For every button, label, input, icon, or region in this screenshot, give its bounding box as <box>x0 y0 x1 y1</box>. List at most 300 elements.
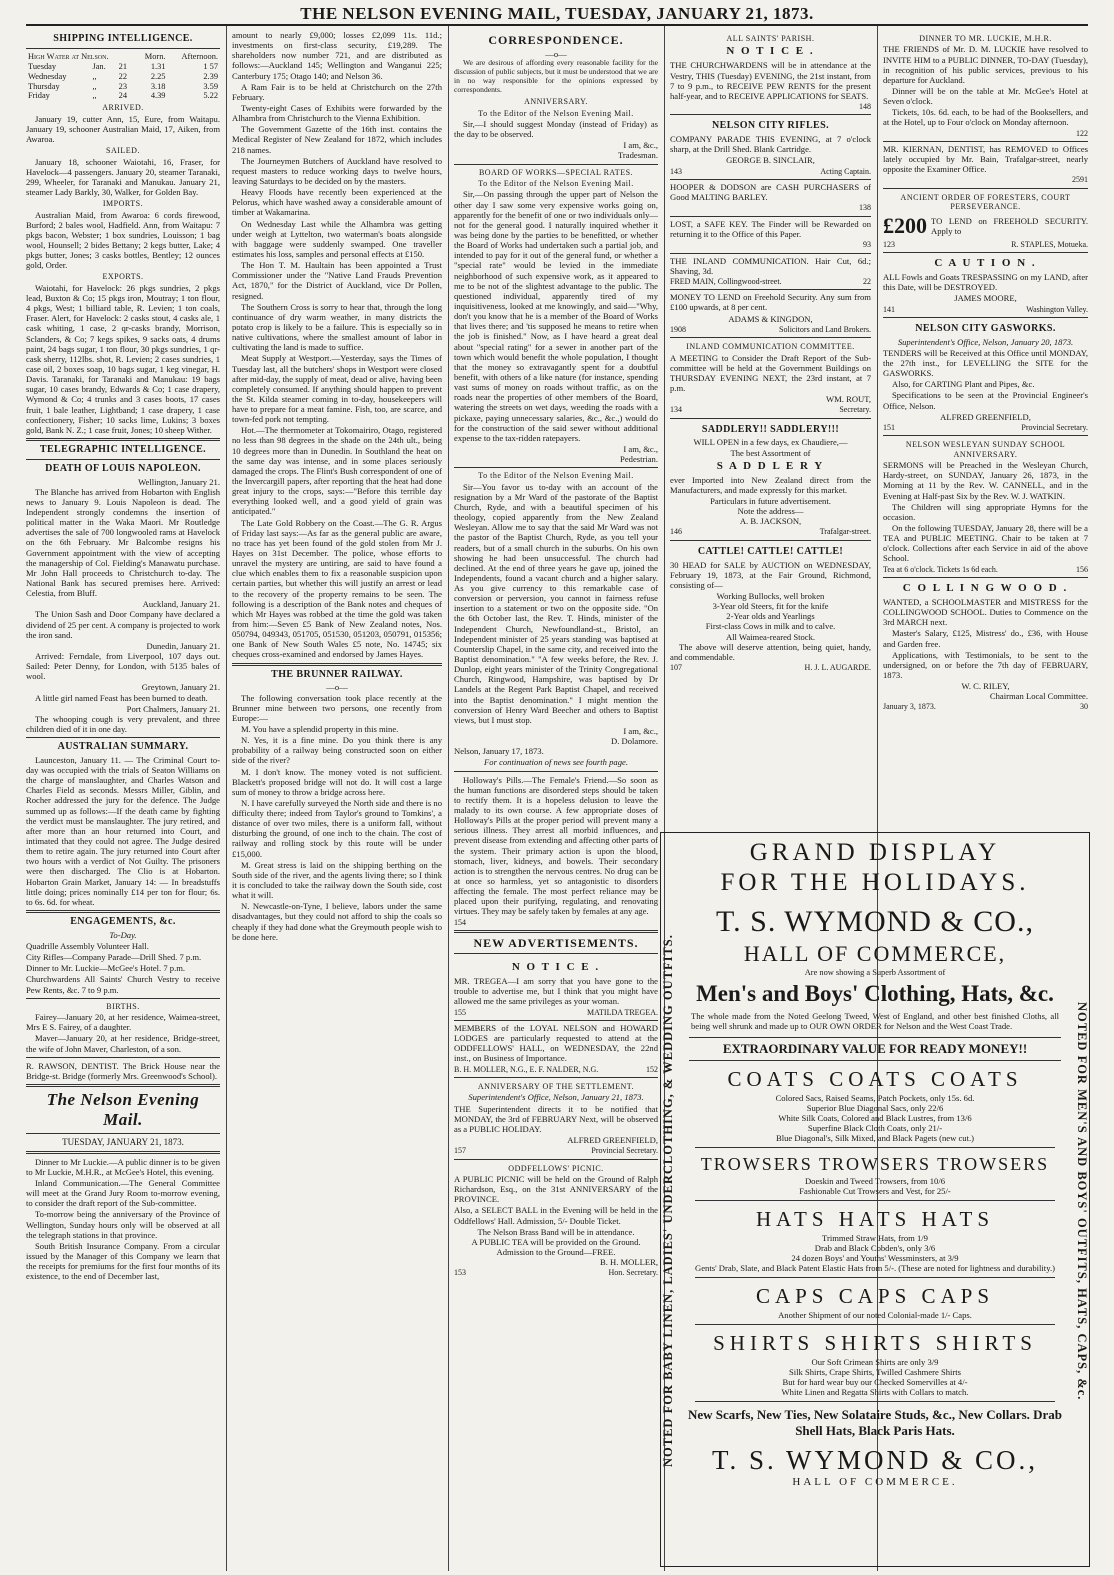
ad-text: Admission to the Ground—FREE. <box>496 1246 616 1257</box>
ad-text: Dinner will be on the table at Mr. McGee's Hotel at Seven o'clock. <box>883 86 1088 107</box>
rule <box>26 1057 220 1058</box>
news-paragraph: Heavy Floods have recently been experienced at the Pelorus, which have washed away a considerable amount of timber at Wakamarina. <box>232 187 442 218</box>
ad-text: MR. KIERNAN, DENTIST, has REMOVED to Offices lately occupied by Mr. Bain, Trafalgar-street, nearly opposite the Examiner Office. <box>883 144 1088 175</box>
advert-showing: Are now showing a Superb Assortment of <box>804 968 946 977</box>
tide-month: ,, <box>92 81 97 91</box>
news-paragraph: On Wednesday Last while the Alhambra was getting under weigh at Lyttelton, two waterman's boats alongside with baggage were suddenly swamped. One traveller estimates his loss, samples and personal effects at £150. <box>232 218 442 259</box>
exports-heading: EXPORTS. <box>102 272 144 282</box>
ad-text: The Children will sing appropriate Hymns for the occasion. <box>883 501 1088 522</box>
tide-day: Wednesday <box>28 71 67 81</box>
advert-bottom: New Scarfs, New Ties, New Solataire Studs, &c., New Collars. Drab Shell Hats, Black Paris Hats. <box>687 1407 1063 1438</box>
tide-day: Tuesday <box>28 61 57 71</box>
ad-text: WILL OPEN in a few days, ex Chaudiere,— <box>693 437 848 448</box>
column-5 <box>883 30 1088 830</box>
lodges-ad <box>454 1021 658 1078</box>
ad-heading: NELSON WESLEYAN SUNDAY SCHOOL ANNIVERSARY. <box>905 440 1066 459</box>
ad-foot <box>670 240 871 249</box>
letter-text: Sir,—I should suggest Monday (instead of Friday) as the day to be observed. <box>454 118 658 140</box>
tide-month: ,, <box>92 71 97 81</box>
collingwood-ad <box>883 578 1088 715</box>
dateline: Wellington, January 21. <box>138 476 220 487</box>
tide-morn: 3.18 <box>150 81 166 91</box>
brunner-paragraph: M. Great stress is laid on the shipping berthing on the South side of the river, and the agents living there; so I think it is concluded to take the railway down the South side, cost what it will. <box>232 859 442 901</box>
rule <box>454 771 658 772</box>
masthead: THE NELSON EVENING MAIL, TUESDAY, JANUARY 21, 1873. <box>300 4 814 23</box>
ad-text: TO LEND on FREEHOLD SECURITY. Apply to <box>931 215 1088 236</box>
ad-foot <box>883 240 1088 249</box>
ad-text: MR. TREGEA—I am sorry that you have gone to the trouble to advertise me, but I think that you might have allowed me the same privileges as your woman. <box>454 976 658 1007</box>
news-paragraph: A Ram Fair is to be held at Christchurch on the 27th February. <box>232 81 442 102</box>
advert-line: Colored Sacs, Raised Seams, Patch Pockets, only 15s. 6d. <box>775 1093 975 1103</box>
cattle-item: 3-Year old Steers, fit for the knife <box>712 601 829 612</box>
engagement-item: Dinner to Mr. Luckie—McGee's Hotel. 7 p.m. <box>26 963 186 974</box>
gasworks-ad <box>883 318 1088 436</box>
advert-section-trowsers: TROWSERS TROWSERS TROWSERS <box>700 1154 1050 1174</box>
paper-title: The Nelson Evening Mail. <box>46 1089 200 1129</box>
advert-line: Trimmed Straw Hats, from 1/9 <box>822 1233 928 1243</box>
ad-word: S A D D L E R Y <box>716 459 825 472</box>
ad-signature: ALFRED GREENFIELD, <box>567 1134 658 1145</box>
telegram-text: A little girl named Feast has been burned to death. <box>35 692 208 703</box>
column-rule <box>448 26 449 1571</box>
ad-text: Also, for CARTING Plant and Pipes, &c. <box>892 379 1035 390</box>
tide-aft: 5.22 <box>203 91 218 101</box>
brunner-paragraph: N. I have carefully surveyed the North side and there is no difficulty there; indeed from Taylor's ground to Tomkins', a distance of over two miles, there is a uniform fall, without disturbing the ground, of one inch to the chain. The cost of railway and rolling stock by this route will be under £15,000. <box>232 797 442 859</box>
ad-signature: Secretary. <box>839 405 871 415</box>
tide-aft: 2.39 <box>203 71 218 81</box>
ad-signature: B. H. MOLLER, <box>599 1257 658 1268</box>
tide-month: Jan. <box>92 61 106 71</box>
caution-ad <box>883 253 1088 318</box>
all-saints-ad <box>670 30 871 115</box>
rule <box>26 459 220 460</box>
ad-office: Superintendent's Office, Nelson, January 20, 1873. <box>897 336 1074 347</box>
ad-foot <box>670 277 871 286</box>
tregea-notice <box>454 957 658 1021</box>
column-3 <box>454 30 658 1571</box>
ad-signature: Acting Captain. <box>820 166 871 176</box>
letter-text: Sir—You favor us to-day with an account of the resignation by a Mr Ward of the pastorate of the Baptist Church, Ryde, and with a beautiful specimen of his theology, copied apparently from the New Zealand Wesleyan. Allow me to say that the said Mr Ward was not the pastor of the Baptist Church, Ryde, as you tell your readers, but of a small church in the suburbs. On his own showing he had been unsuccessful. The church had declined. At the end of three years he gave up, joined the Independents, found a vacant church and a higher salary. As you give currency to this remarkable case of conversion or perversion, you cannot in fairness refuse insertion to a statement or two on the opposite side. "On the 6th October last, the Rev. T. Hinds, minister of the Independent Church, Newfoundland-st., Bristol, an Independent minister of 25 years standing was baptised at Counterslip Chapel, in the same city, and received into the Baptist denomination." "A few weeks before, the Rev. J. Dunlop, eight years minister of the Trinity Congregational Church, Ringwood, Hampshire, was baptised by Dr Landels at the Regent Park Baptist Chapel, and received into the Baptist denomination." I might mention the conversion of Henry Ward Beecher and others to Baptist views, but I must stop. <box>454 481 658 725</box>
continuation-note: For continuation of news see fourth page. <box>484 757 628 768</box>
advert-line: 24 dozen Boys' and Youths' Wessminsters, at 3/9 <box>791 1253 959 1263</box>
rule <box>232 663 442 666</box>
advert-line: Superfine Black Cloth Coats, only 21/- <box>807 1123 943 1133</box>
ad-heading: DINNER TO MR. LUCKIE, M.H.R. <box>919 34 1052 43</box>
advert-line: White Linen and Regatta Shirts with Collars to match. <box>781 1387 969 1397</box>
ad-number: 156 <box>1076 564 1088 574</box>
ad-heading: C O L L I N G W O O D . <box>902 582 1069 595</box>
ad-number: 155 <box>454 1007 466 1017</box>
tide-row <box>26 72 220 82</box>
ad-signature: Chairman Local Committee. <box>989 691 1088 702</box>
wymond-advertisement <box>660 832 1090 1567</box>
ad-text: TENDERS will be Received at this Office until MONDAY, the 27th inst., for LEVELLING the SITE for the GASWORKS. <box>883 347 1088 379</box>
ad-date: January 3, 1873. <box>883 702 936 712</box>
ad-foot <box>670 527 871 536</box>
letter-author: Pedestrian. <box>620 454 658 465</box>
ad-foot <box>883 175 1088 184</box>
advert-firm-bottom: T. S. WYMOND & CO., <box>711 1445 1038 1475</box>
advert-line: Fashionable Cut Trowsers and Vest, for 25/- <box>799 1186 951 1196</box>
arrived-text: January 19, cutter Ann, 15, Eure, from Waitapu. January 19, schooner Australian Maid, 17, Aiken, from Awaroa. <box>26 113 220 145</box>
ad-foot <box>454 918 658 927</box>
cattle-item: 2-Year olds and Yearlings <box>726 611 815 622</box>
ad-number: 143 <box>670 166 682 176</box>
ad-number: 148 <box>859 101 871 111</box>
column-rule <box>226 26 227 1571</box>
advert-line: Our Soft Crimean Shirts are only 3/9 <box>811 1357 939 1367</box>
letter-sign: I am, &c., <box>623 140 658 151</box>
ad-text: THE INLAND COMMUNICATION. Hair Cut, 6d.; Shaving, 3d. <box>670 255 871 276</box>
rawson-ad: R. RAWSON, DENTIST. The Brick House near the Bridge-st. Bridge (formerly Mrs. Greenwood's School). <box>26 1060 220 1081</box>
ad-signature: Washington Valley. <box>1026 304 1088 314</box>
advert-line: Silk Shirts, Crape Shirts, Twilled Cashmere Shirts <box>788 1367 962 1377</box>
ad-signature: WM. ROUT, <box>826 394 871 405</box>
ad-text: 30 HEAD for SALE by AUCTION on WEDNESDAY, February 19, 1873, at the Fair Ground, Richmond, consisting of— <box>670 559 871 590</box>
luckie-ad <box>883 30 1088 142</box>
tide-date: 21 <box>118 61 128 71</box>
ad-text: Note the address— <box>737 506 804 517</box>
ad-signature: Provincial Secretary. <box>1021 422 1088 432</box>
news-paragraph: Meat Supply at Westport.—Yesterday, says the Times of Tuesday last, all the butchers' shops in Westport were closed after mid-day, the supply of meat, dead or alive, having been completely consumed. If anything should happen to prevent the St. Kilda steamer coming in to-day, housekeepers will have to prepare for a meat famine. Fish, too, are scarce, and town-fed pork not tempting. <box>232 353 442 425</box>
ad-foot <box>454 1268 658 1277</box>
editorial-paragraph: To-morrow being the anniversary of the Province of Wellington, Sunday hours only will be observed at all the telegraph stations in that province. <box>26 1209 220 1240</box>
news-paragraph: The Journeymen Butchers of Auckland have resolved to request masters to reduce working days to twelve hours, leaving Saturdays to be decided on by the masters. <box>232 155 442 186</box>
ad-signature: B. H. MOLLER, N.G., E. F. NALDER, N.G. <box>454 1064 599 1074</box>
telegram-text: The Blanche has arrived from Hobarton with English news to January 9. Louis Napoleon is dead. The Independent strongly condemns the insertion of political matter in the Waka Maori. Mr Routledge advertises the sale of 700 longwooled rams at Havelock on the 6th February. Mr Balcombe resigns his Government appointment with the view of accepting the managership of Col. Fielding's Manawatu purchase. Mr John Hall proceeds to Christchurch to-day. The National Bank has secured premises here. Arrived: Celestia, from Bluff. <box>26 486 220 599</box>
letter-sign: I am, &c., <box>623 443 658 454</box>
ad-foot <box>454 1146 658 1155</box>
dateline: Greytown, January 21. <box>141 682 220 693</box>
news-paragraph: The Hon T. M. Haultain has been appointed a Trust Commissioner under the "Native Land Frauds Prevention Act, 1870," for the District of Auckland, vice Dr Pollen, resigned. <box>232 260 442 301</box>
cattle-ad <box>670 541 871 676</box>
rule <box>26 737 220 738</box>
news-paragraph: Hot.—The thermometer at Tokomairiro, Otago, registered no less than 98 degrees in the shade on the 24th ult., being 10 degrees more than in Dunedin. In Southland the heat on the same day was intense, and in some places seriously damaged the crops. The Flint's Bush correspondent of one of the Invercargill papers, after reporting that the heat had done great injury to the crops, says:—"Before this terrible day everything looked well, and a good yield of grain was anticipated." <box>232 425 442 517</box>
rule <box>26 438 220 441</box>
ad-foot <box>670 663 871 672</box>
birth-item: Fairey—January 20, at her residence, Waimea-street, Mrs E S. Fairey, of a daughter. <box>26 1012 220 1033</box>
ad-text: THE CHURCHWARDENS will be in attendance at the Vestry, THIS (Tuesday) EVENING, the 21st instant, from 7 to 9 p.m., to RECEIVE PEW RENTS for the present half-year, and to RECEIVE APPLICATIONS for SEATS. <box>670 60 871 101</box>
ad-text: Tea at 6 o'clock. Tickets 1s 6d each. <box>883 564 998 574</box>
tide-morn: 1.31 <box>150 61 166 71</box>
imports-text: Australian Maid, from Awaroa: 6 cords firewood, Burford; 2 bales wool, Hadfield. Ann, from Waitapu: 7 pkgs bacon, Webster; 1 box sundries, Louisson; 1 bag wool, Hounsell; 2 bides Bettany; 2 kegs butter, Lake; 4 pkgs butter, Jones; 3 casks bottles, Bentley; 12 ounces gold, Order. <box>26 209 220 271</box>
ad-text: SERMONS will be Preached in the Wesleyan Church, Hardy-street, on SUNDAY, January 26, 1873, in the Morning at 11 by the Rev. W. CANNELL, and in the Evening at Half-past Six by the Rev. W. J. WATKIN. <box>883 460 1088 501</box>
advert-line: White Silk Coats, Colored and Black Lustres, from 13/6 <box>778 1113 972 1123</box>
ad-signature: FRED MAIN, Collingwood-street. <box>670 276 782 286</box>
money-ad <box>670 290 871 338</box>
sailed-text: January 18, schooner Waiotahi, 16, Fraser, for Havelock—4 passengers. January 20, steamer Taranaki, 299, Wheeler, for Taranaki and Manukau. January 21, steamer Lady Barkly, 30, Walker, for Golden Bay. <box>26 156 220 198</box>
ad-text: A MEETING to Consider the Draft Report of the Sub-committee will be held at the Government Buildings on THURSDAY EVENING NEXT, the 23rd instant, at 7 p.m. <box>670 352 871 393</box>
advert-line: Drab and Black Cobden's, only 3/6 <box>814 1243 936 1253</box>
brunner-paragraph: N. Newcastle-on-Tyne, I believe, labors under the same disadvantages, but they could not afford to ship the coals so cheaply if they had done what the Greymouth people wish to be done here. <box>232 901 442 942</box>
ad-signature: W. C. RILEY, <box>961 681 1010 692</box>
ad-text: MEMBERS of the LOYAL NELSON and HOWARD LODGES are particularly requested to attend at the ODDFELLOWS' HALL, on WEDNESDAY, the 22nd inst., on Business of Importance. <box>454 1022 658 1064</box>
rule <box>26 48 220 49</box>
ad-number: 22 <box>863 276 871 286</box>
advert-title: FOR THE HOLIDAYS. <box>720 869 1030 896</box>
safe-key-ad <box>670 217 871 254</box>
tide-day: Friday <box>28 91 50 101</box>
editorial-paragraph: South British Insurance Company. From a circular issued by the Manager of this Company we learn that the receipts for premiums for the first four months of its existence, to the end of December last, <box>26 1240 220 1282</box>
telegram-text: The whooping cough is very prevalent, and three children died of it in one day. <box>26 713 220 734</box>
cattle-item: First-class Cows in milk and to calve. <box>705 621 836 632</box>
ad-text: LOST, a SAFE KEY. The Finder will be Rewarded on returning it to the Office of this Paper. <box>670 218 871 239</box>
shipping-heading: SHIPPING INTELLIGENCE. <box>53 33 193 44</box>
advert-hall: HALL OF COMMERCE, <box>743 941 1007 966</box>
ad-heading: CATTLE! CATTLE! CATTLE! <box>697 545 844 557</box>
tide-heading: High Water at Nelson. <box>28 51 109 61</box>
ad-foot <box>883 305 1088 314</box>
advert-line: Doeskin and Tweed Trowsers, from 10/6 <box>804 1176 946 1186</box>
tide-date: 22 <box>118 71 128 81</box>
advert-line: Gents' Drab, Slate, and Black Patent Elastic Hats from 5/-. (These are noted for lightness and durability.) <box>695 1263 1055 1273</box>
rule <box>695 1401 1055 1402</box>
ad-text: THE FRIENDS of Mr. D. M. LUCKIE have resolved to INVITE HIM to a PUBLIC DINNER, TO-DAY (Tuesday), in recognition of his public services, previous to his departure for Auckland. <box>883 44 1088 85</box>
correspondence-heading: CORRESPONDENCE. <box>488 33 624 47</box>
tide-day: Thursday <box>28 81 60 91</box>
telegraphic-heading: TELEGRAPHIC INTELLIGENCE. <box>39 444 207 456</box>
column-1 <box>26 30 220 1571</box>
tide-table <box>26 52 220 102</box>
ad-foot <box>883 423 1088 432</box>
rule <box>26 998 220 999</box>
ad-heading: NELSON CITY RIFLES. <box>712 120 829 132</box>
advert-firm: T. S. WYMOND & CO., <box>716 905 1034 938</box>
letter-text: Sir,—On passing through the upper part of Nelson the other day I saw some very expensive works going on, apparently for the benefit of one or two individuals only—not for the general good. I naturally inquired whether it was being done by the parties to be benefitted, or whether the Board of Works had undertaken such a partial job, and intended to pay for it out of the general fund, or whether a "special rate" would be levied in the immediate neighborhood of such expensive work, as it appeared to me to be not of the slightest advantage to the public. The questioned individual, apparently tired of my inquisitiveness, looked at me knowingly, and said—"Why, don't you know that he is a member of the Board of Works that lives there; and 'tis supposed he means to retire when the job is finished." Now, as I have heard a great deal about "special rating" for a sewer in another part of the town which would benefit the whole population, I thought that the money so extravagantly spent for a doubtful benefit, with others of a like nature (for instance, spending vast sums of money on roads without traffic, as on the roads near the properties of other members of the Board, watering the streets on wet days, weeding the roads with a pickaxe, paying unnecessary salaries, &c., &c.,) would do for the construction of the said sewer without additional expense to the tax-ridden ratepayers. <box>454 189 658 443</box>
ad-text: WANTED, a SCHOOLMASTER and MISTRESS for the COLLINGWOOD SCHOOL. Duties to Commence on the 3rd MARCH next. <box>883 597 1088 628</box>
tide-row <box>26 91 220 101</box>
ad-foot <box>883 565 1088 574</box>
ad-signature: JAMES MOORE, <box>954 293 1017 304</box>
ad-text: ever Imported into New Zealand direct from the Manufacturers, and made expressly for this market. <box>670 474 871 495</box>
ad-office: Superintendent's Office, Nelson, January 21, 1873. <box>468 1092 644 1103</box>
new-ads-heading: NEW ADVERTISEMENTS. <box>473 936 639 950</box>
rule <box>26 1133 220 1134</box>
telegraphic-subhead: DEATH OF LOUIS NAPOLEON. <box>45 462 201 474</box>
advert-paragraph: The whole made from the Noted Geelong Tweed, West of England, and other best finished Cloths, all being well shrunk and made up to OUR OWN ORDER for Nelson and the West Coast Trade. <box>691 1011 1059 1031</box>
ad-number: 154 <box>454 917 466 927</box>
ad-text: THE Superintendent directs it to be notified that MONDAY, the 3rd of FEBRUARY Next, will be observed as a PUBLIC HOLIDAY. <box>454 1103 658 1134</box>
rule <box>454 953 658 954</box>
rule <box>26 910 220 913</box>
column-2 <box>232 30 442 1571</box>
ad-signature: Solicitors and Land Brokers. <box>779 324 871 334</box>
rule <box>454 467 658 468</box>
tide-morn: 2.25 <box>150 71 166 81</box>
rule <box>695 1324 1055 1325</box>
ad-text: HOOPER & DODSON are CASH PURCHASERS of Good MALTING BARLEY. <box>670 182 871 203</box>
ad-foot <box>670 203 871 212</box>
rule <box>454 930 658 933</box>
inland-ad <box>670 254 871 291</box>
sailed-heading: SAILED. <box>106 146 140 156</box>
ad-number: 152 <box>646 1064 658 1074</box>
ad-text: COMPANY PARADE THIS EVENING, at 7 o'clock sharp, at the Drill Shed. Blank Cartridge. <box>670 134 871 155</box>
ad-text: Master's Salary, £125, Mistress' do., £36, with House and Garden free. <box>883 628 1088 649</box>
board-heading: BOARD OF WORKS—SPECIAL RATES. <box>478 167 634 177</box>
engagements-heading: ENGAGEMENTS, &c. <box>70 916 176 928</box>
ad-text: A PUBLIC PICNIC will be held on the Ground of Ralph Richardson, Esq., on the 31st ANNIVERSARY of the PROVINCE. <box>454 1174 658 1205</box>
advert-extra: EXTRAORDINARY VALUE FOR READY MONEY!! <box>689 1037 1061 1061</box>
tide-morn-header: Morn. <box>144 51 166 61</box>
rule <box>454 164 658 165</box>
imports-heading: IMPORTS. <box>102 199 144 209</box>
news-paragraph: The Southern Cross is sorry to hear that, through the long continuance of dry warm weather, in many districts the potato crop is likely to be a failure. This is especially so in native cultivations, where the smallest amount of labor in cultivating the land is made to suffice. <box>232 301 442 353</box>
advert-line: Superior Blue Diagonal Sacs, only 22/6 <box>806 1103 944 1113</box>
letter-author: D. Dolamore. <box>610 736 658 747</box>
side-banner-right: NOTED FOR MEN'S AND BOYS' OUTFITS, HATS, CAPS, &c. <box>1075 1001 1089 1401</box>
rule <box>26 1151 220 1154</box>
ad-signature: H. J. L. AUGARDE. <box>804 663 871 673</box>
brunner-paragraph: M. You have a splendid property in this mine. <box>241 723 399 734</box>
engagement-item: Churchwardens All Saints' Church Vestry to receive Pew Rents, &c. 7 to 9 p.m. <box>26 974 220 995</box>
ad-text: Tickets, 10s. 6d. each, to be had of the Booksellers, and at the Hotel, up to Four o'clock on Monday afternoon. <box>883 107 1088 128</box>
tide-header-row <box>26 52 220 62</box>
ad-heading: ALL SAINTS' PARISH. <box>726 34 815 43</box>
ornament: —o— <box>545 49 567 60</box>
brunner-heading: THE BRUNNER RAILWAY. <box>271 668 403 680</box>
ad-signature: GEORGE B. SINCLAIR, <box>726 155 815 166</box>
ad-heading: SADDLERY!! SADDLERY!!! <box>701 423 840 435</box>
ad-number: 146 <box>670 527 682 537</box>
telegram-text: Arrived: Ferndale, from Liverpool, 107 days out. Sailed: Peter Denny, for London, with 5135 bales of wool. <box>26 651 220 682</box>
ad-signature: Provincial Secretary. <box>591 1146 658 1156</box>
ad-heading: N O T I C E . <box>511 961 601 974</box>
tide-month: ,, <box>92 91 97 101</box>
tide-morn: 4.39 <box>150 91 166 101</box>
ad-text: Particulars in future advertisement. <box>710 495 831 506</box>
ad-text: ALL Fowls and Goats TRESPASSING on my LAND, after this Date, will be DESTROYED. <box>883 272 1088 293</box>
brunner-paragraph: M. I don't know. The money voted is not sufficient. Blackett's proposed bridge will not do. It will cost a large sum of money to throw a bridge across here. <box>232 766 442 797</box>
tide-date: 23 <box>118 81 128 91</box>
ad-heading: ODDFELLOWS' PICNIC. <box>508 1163 604 1173</box>
editorial-paragraph: Dinner to Mr Luckie.—A public dinner is to be given to Mr Luckie, M.H.R., at McGee's Hotel, this evening. <box>26 1156 220 1177</box>
holloway-ad: Holloway's Pills.—The Female's Friend.—So soon as the human functions are disordered steps should be taken to rectify them. It is a hopeless delusion to leave the malady to its own course. A few appropriate doses of Holloway's Pills at the proper period will prevent many a serious illness. They arrest all morbid influences, and prevent disease from extending and affecting other parts of the system. Their primary action is upon the blood, stomach, liver, kidneys, and bowels. Their secondary action is to strengthen the nervous centres. No drug can be at once so harmless, yet so antagonistic to disorders affecting the female. The most perfect reliance may be placed upon their purifying, regulating, and renovating virtues. They may be safely taken by females at any age. <box>454 774 658 917</box>
ad-signature: Trafalgar-street. <box>819 527 871 537</box>
masthead-rule <box>26 24 1088 26</box>
ad-signature: MATILDA TREGEA. <box>587 1007 658 1017</box>
engagements-today: To-Day. <box>109 929 137 940</box>
ad-heading: ANNIVERSARY OF THE SETTLEMENT. <box>477 1081 635 1091</box>
rule <box>695 1147 1055 1148</box>
ad-signature: R. STAPLES, Motueka. <box>1011 239 1088 249</box>
ad-number: 93 <box>863 240 871 250</box>
foresters-row <box>883 213 1088 239</box>
advert-body <box>685 837 1065 1562</box>
cattle-item: Working Bullocks, well broken <box>716 591 825 602</box>
rule <box>26 1084 220 1087</box>
rule <box>695 1277 1055 1278</box>
ad-number: 107 <box>670 663 682 673</box>
tide-aft: 1 57 <box>203 61 218 71</box>
disclaimer: We are desirous of affording every reasonable facility for the discussion of public subjects, but it must be understood that we are in no way responsible for the opinions expressed by correspondents. <box>454 58 658 95</box>
advert-title: GRAND DISPLAY <box>749 839 1001 866</box>
foresters-ad <box>883 189 1088 253</box>
advert-section-shirts: SHIRTS SHIRTS SHIRTS <box>713 1331 1037 1355</box>
ad-text: MONEY TO LEND on Freehold Security. Any sum from £100 upwards, at 8 per cent. <box>670 292 871 313</box>
ad-text: The Nelson Brass Band will be in attendance. <box>477 1226 635 1237</box>
ad-signature: Hon. Secretary. <box>608 1268 658 1278</box>
ad-text: Specifications to be seen at the Provincial Engineer's Office, Nelson. <box>883 390 1088 411</box>
exports-text: Waiotahi, for Havelock: 26 pkgs sundries, 2 pkgs lead, Buxton & Co; 15 pkgs iron, Moutray; 1 ton flour, 4 pkgs, West; 1 billiard table, R. Levien; 1 ton coals, Fraser. Alert, for Havelock: 2 casks stout, 4 casks ale, 1 cask whiting, 1 case, 2 qr-casks brandy, Morrison, Sclanders, & Co; 7 kegs spikes, 9 sacks oats, 4 drums paint, 24 bags sugar, 1 ton flour, 30 pkgs sundries, 1 qr-cask sherry, 112lbs. shot, R. Levien; 2 cases sundries, 1 case oil, 2 boxes soap, 10 bags sugar, 1 keg vinegar, H. Davis. Taranaki, for Taranaki and Manukau: 19 bags sugar, 10 cases brandy, Edwards & Co; 1 case drapery, Wymond & Co; 4 trunks and 3 cases boots, 17 cases fruit, 1 bale leather, Lightband; 1 case drapery, 1 case confectionery, Fisher; 10 sacks lime, Lukins; 3 boxes gold, Bank N. Z.; 1 case fruit, Jones; 10 sheep Wither. <box>26 282 220 435</box>
engagement-item: City Rifles—Company Parade—Drill Shed. 7 p.m. <box>26 952 202 963</box>
advert-line: Another Shipment of our noted Colonial-made 1/- Caps. <box>778 1310 972 1320</box>
arrived-heading: ARRIVED. <box>102 103 144 113</box>
column-4 <box>670 30 871 830</box>
side-banner-left: NOTED FOR BABY LINEN, LADIES' UNDERCLOTHING, & WEDDING OUTFITS. <box>661 934 675 1468</box>
engagement-item: Quadrille Assembly Volunteer Hall. <box>26 940 149 951</box>
ad-number: 134 <box>670 405 682 415</box>
ad-signature: A. B. JACKSON, <box>739 516 802 527</box>
rule <box>695 1200 1055 1201</box>
letter-author: Tradesman. <box>617 150 658 161</box>
australian-text: Launceston, January 11. — The Criminal Court to-day was occupied with the trials of Seaton Williams on the charge of manslaughter, and Charles Watson and Charles Field as seconds. Messrs Miller, Giblin, and Rocher addressed the jury for the defence. The Judge summed up as follows:—If the death came by fighting the verdict must be manslaughter. The jury retired, and after more than an hour returned into Court, and intimated that they could not agree. The Judge desired them to retire again. The jury returned into Court after two hours with a verdict of Not Guilty. The prisoners were then discharged. The Clio is at Hobarton. Hobarton Grain Market, January 14: — In breadstuffs little doing; prices nominally £14 per ton for flour; 6s. to 6s. 6d. for wheat. <box>26 754 220 907</box>
letter-to: To the Editor of the Nelson Evening Mail. <box>478 108 634 118</box>
birth-item: Maver—January 20, at her residence, Bridge-street, the wife of John Maver, Charleston, of a son. <box>26 1033 220 1054</box>
ad-foot <box>454 1008 658 1017</box>
ad-foot <box>454 1065 658 1074</box>
advert-line: Blue Diagonal's, Silk Mixed, and Black Pagets (new cut.) <box>776 1133 974 1143</box>
ad-signature: ADAMS & KINGDON, <box>728 313 813 324</box>
advert-line: But for hard wear buy our Checked Somervilles at 4/- <box>782 1377 968 1387</box>
australian-heading: AUSTRALIAN SUMMARY. <box>57 741 189 753</box>
ad-text: The best Assortment of <box>730 447 811 458</box>
ad-heading: ANCIENT ORDER OF FORESTERS, COURT PERSEVERANCE. <box>900 192 1071 212</box>
letter-to: To the Editor of the Nelson Evening Mail. <box>478 178 634 188</box>
anniversary-heading: ANNIVERSARY. <box>524 97 588 107</box>
ad-text: A PUBLIC TEA will be provided on the Ground. <box>471 1236 641 1247</box>
ad-text: Also, a SELECT BALL in the Evening will be held in the Oddfellows' Hall. Admission, 5/- Double Ticket. <box>454 1205 658 1226</box>
ad-foot <box>883 702 1088 711</box>
ad-number: 30 <box>1080 702 1088 712</box>
ad-number: 2591 <box>1072 175 1088 185</box>
tide-date: 24 <box>118 91 128 101</box>
saddlery-ad <box>670 419 871 541</box>
births-heading: BIRTHS. <box>106 1001 140 1011</box>
letter-date: Nelson, January 17, 1873. <box>454 746 544 757</box>
news-paragraph: amount to nearly £9,000; losses £2,099 11s. 11d.; investments on first-class security, £19,289. The shareholders now number 721, and are distributed as follows:—Auckland 145; Wellington and Wanganui 225; Canterbury 175; Otago 140; and Nelson 36. <box>232 30 442 81</box>
paper-date: TUESDAY, JANUARY 21, 1873. <box>62 1137 184 1148</box>
advert-section-hats: HATS HATS HATS <box>755 1207 995 1231</box>
dateline: Port Chalmers, January 21. <box>126 703 220 714</box>
ad-number: 157 <box>454 1146 466 1156</box>
ad-foot <box>670 405 871 414</box>
letter-to: To the Editor of the Nelson Evening Mail. <box>478 471 634 481</box>
news-paragraph: The Government Gazette of the 16th inst. contains the Medical Register of New Zealand for 1872, which includes 218 names. <box>232 124 442 155</box>
tide-aft: 3.59 <box>203 81 218 91</box>
tide-aft-header: Afternoon. <box>181 51 218 61</box>
telegram-text: The Union Sash and Door Company have declared a dividend of 25 per cent. A company is projected to work the iron sand. <box>26 609 220 640</box>
kiernan-ad <box>883 142 1088 189</box>
dateline: Dunedin, January 21. <box>146 640 220 651</box>
news-paragraph: The Late Gold Robbery on the Coast.—The G. R. Argus of Friday last says:—As far as the general public are aware, no trace has yet been found of the gold stolen from Mr J. Hayes on 31st December. The police, whose efforts to unravel the mystery are untiring, are said to have found a clue which enables them to fix a reasonable suspicion upon certain parties, but whether this will justify an arrest or lead to the recovery of the property remains to be seen. The following is a description of the Bank notes and cheques of which Mr Hayes was robbed at the time the gold was taken from him:—Seven £5 Bank of New Zealand notes, Nos. 050794, 049343, 051705, 051530, 051203, 050791, 015356; one Bank of New South Wales £5 note, No. 14745; six cheques cross-examined and endorsed by James Hayes. <box>232 517 442 660</box>
ad-signature: ALFRED GREENFIELD, <box>940 411 1031 422</box>
ad-text: The above will deserve attention, being quiet, handy, and commendable. <box>670 641 871 662</box>
rifles-ad <box>670 115 871 180</box>
advert-clothing: Men's and Boys' Clothing, Hats, &c. <box>696 981 1054 1006</box>
foresters-amount: £200 <box>883 212 927 238</box>
ad-text: On the following TUESDAY, January 28, there will be a TEA and PUBLIC MEETING. Chair to be taken at 7 o'clock. Collections after each Service in aid of the above School. <box>883 523 1088 564</box>
ad-number: 122 <box>1076 128 1088 138</box>
advert-hall-bottom: HALL OF COMMERCE. <box>792 1476 958 1488</box>
hooper-ad <box>670 180 871 217</box>
editorial-paragraph: Inland Communication.—The General Committee will meet at the Grand Jury Room to-morrow evening, to consider the draft report of the Sub-committee. <box>26 1177 220 1209</box>
ad-text: Applications, with Testimonials, to be sent to the undersigned, on or before the 7th day of FEBRUARY, 1873. <box>883 649 1088 680</box>
ad-foot <box>670 102 871 111</box>
ad-number: 138 <box>859 203 871 213</box>
ad-number: 141 <box>883 304 895 314</box>
dateline: Auckland, January 21. <box>142 599 220 610</box>
